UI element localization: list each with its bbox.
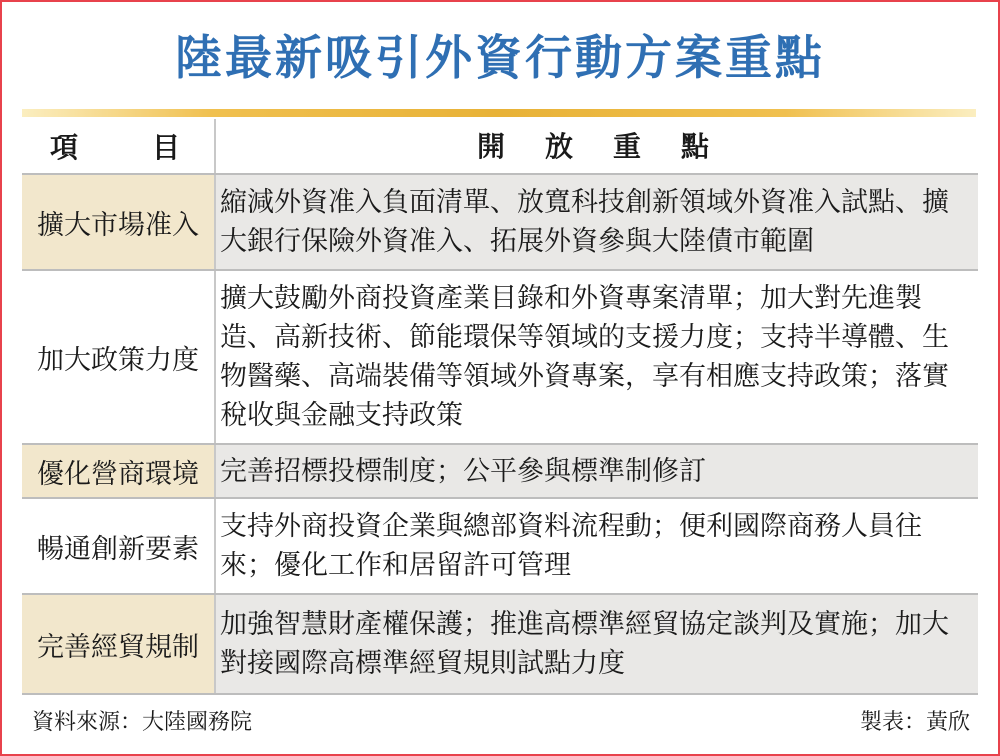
row-item: 暢通創新要素 <box>37 533 199 565</box>
row-points: 擴大鼓勵外商投資產業目錄和外資專案清單；加大對先進製造、高新技術、節能環保等領域的支援力度；支持半導體、生物醫藥、高端裝備等領域外資專案，享有相應支持政策；落實稅收與金融支持政策 <box>220 283 949 431</box>
header-item: 項 目 <box>49 131 186 164</box>
row-item: 擴大市場准入 <box>22 175 214 269</box>
table-row <box>22 595 978 693</box>
table-row <box>22 175 978 269</box>
header-points: 開 放 重 點 <box>476 129 715 163</box>
row-item: 優化營商環境 <box>22 445 214 497</box>
row-points: 完善招標投標制度；公平參與標準制修訂 <box>220 455 706 487</box>
table-row <box>22 271 978 443</box>
row-points: 支持外商投資企業與總部資料流程動；便利國際商務人員往來；優化工作和居留許可管理 <box>220 511 922 581</box>
page-title: 陸最新吸引外資行動方案重點 <box>175 31 825 86</box>
table-bottom-rule <box>22 693 978 695</box>
table-row <box>22 445 978 497</box>
source-note: 資料來源：大陸國務院 <box>32 710 253 735</box>
row-points: 加強智慧財產權保護；推進高標準經貿協定談判及實施；加大對接國際高標準經貿規則試點力度 <box>220 609 949 679</box>
title-underline <box>22 109 976 117</box>
table-row <box>22 499 978 593</box>
row-item: 完善經貿規制 <box>22 595 214 693</box>
author-credit: 製表：黃欣 <box>859 710 970 735</box>
row-points: 縮減外資准入負面清單、放寬科技創新領域外資准入試點、擴大銀行保險外資准入、拓展外資參與大陸債市範圍 <box>220 187 949 257</box>
row-item: 加大政策力度 <box>37 344 199 376</box>
policy-table <box>22 119 978 693</box>
table-header-row <box>22 119 978 173</box>
